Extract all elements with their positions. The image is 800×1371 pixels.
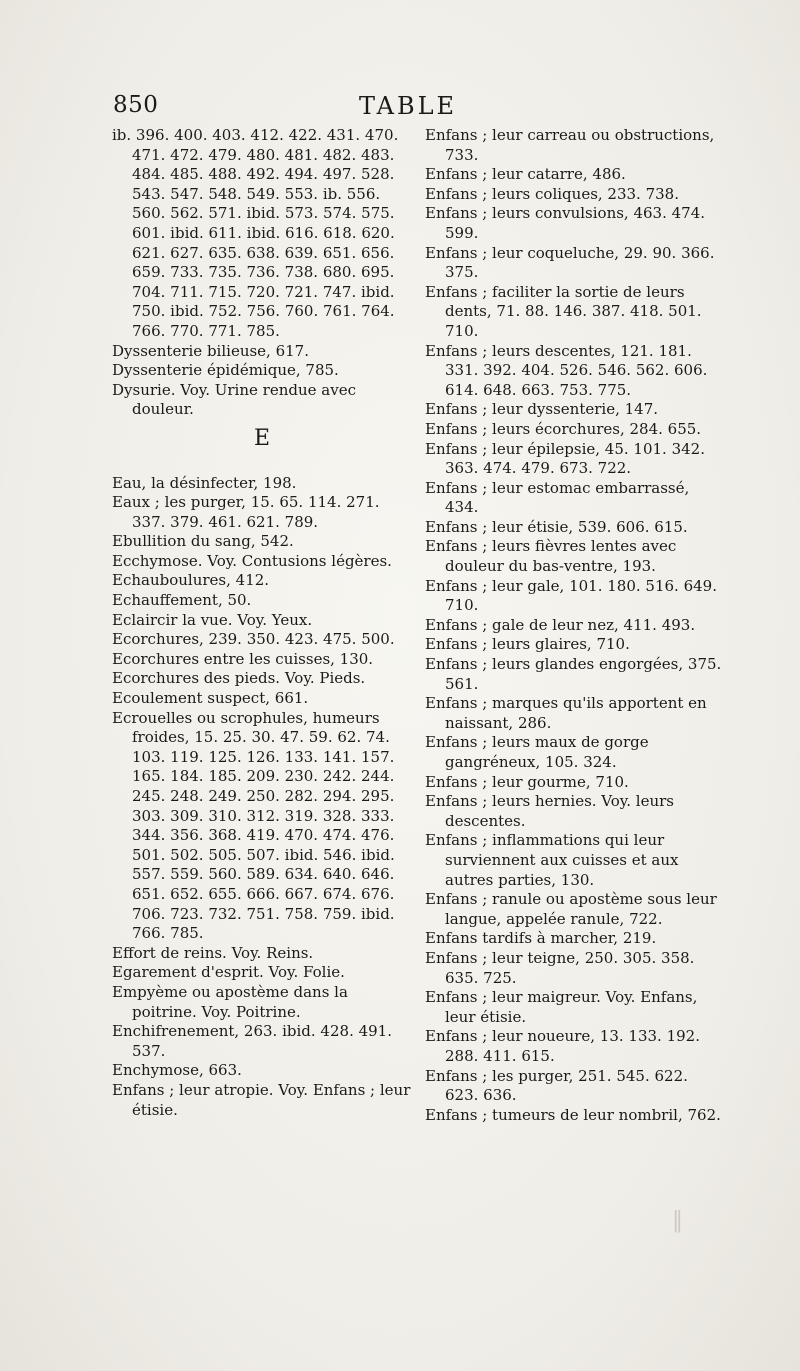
index-entry: Dyssenterie bilieuse, 617.: [112, 341, 309, 360]
index-entry: Enfans ; ranule ou apostème sous leur langue, appelée ranule, 722.: [425, 890, 717, 928]
index-entry: Eaux ; les purger, 15. 65. 114. 271. 337. 379. 461. 621. 789.: [112, 493, 380, 531]
section-letter: E: [253, 425, 271, 451]
entries-bottom: [112, 474, 412, 1121]
index-entry: Enfans ; leur dyssenterie, 147.: [425, 400, 659, 419]
index-entry: Enfans ; leurs écorchures, 284. 655.: [425, 419, 702, 438]
index-entry: Echauboulures, 412.: [112, 571, 270, 590]
index-entry: Enchifrenement, 263. ibid. 428. 491. 537.: [112, 1022, 392, 1060]
index-entry: Enfans ; faciliter la sortie de leurs dents, 71. 88. 146. 387. 418. 501. 710.: [425, 282, 702, 340]
page-number: 850: [113, 92, 159, 118]
index-entry: Enfans ; gale de leur nez, 411. 493.: [425, 615, 696, 634]
index-entry: Ecorchures, 239. 350. 423. 475. 500.: [112, 630, 395, 649]
index-entry: ib. 396. 400. 403. 412. 422. 431. 470. 471. 472. 479. 480. 481. 482. 483. 484. 485. 488. 492. 494. 497. 528. 543. 547. 548. 549. 553. ib. 556. 560. 562. 571. ibid. 573. 574. 575. 601. ibid. 611. ibid. 616. 618. 620. 621. 627. 635. 638. 639. 651. 656. 659. 733. 735. 736. 738. 680. 695. 704. 711. 715. 720. 721. 747. ibid. 750. ibid. 752. 756. 760. 761. 764. 766. 770. 771. 785.: [112, 126, 399, 340]
index-entry: Ebullition du sang, 542.: [112, 532, 294, 551]
right-column: [425, 126, 725, 1125]
index-entry: Ecorchures entre les cuisses, 130.: [112, 649, 374, 668]
index-entry: Enfans ; leur catarre, 486.: [425, 165, 626, 184]
entries-top: [112, 126, 412, 420]
index-entry: Enfans ; leur atropie. Voy. Enfans ; leur étisie.: [112, 1080, 411, 1119]
bleed-through-mark: ‖: [672, 1208, 683, 1233]
index-entry: Egarement d'esprit. Voy. Folie.: [112, 963, 345, 982]
index-entry: Ecchymose. Voy. Contusions légères.: [112, 551, 392, 570]
index-entry: Dyssenterie épidémique, 785.: [112, 361, 339, 380]
index-entry: Enfans ; leurs descentes, 121. 181. 331. 392. 404. 526. 546. 562. 606. 614. 648. 663. 753. 775.: [425, 341, 708, 399]
index-entry: Enfans ; leur estomac embarrassé, 434.: [425, 478, 690, 517]
index-entry: Enfans ; leurs hernies. Voy. leurs descentes.: [425, 792, 675, 830]
running-title: TABLE: [358, 92, 458, 120]
index-entry: Enfans ; leurs glandes engorgées, 375. 561.: [425, 655, 722, 693]
index-entry: Effort de reins. Voy. Reins.: [112, 943, 314, 962]
page-header: [113, 92, 703, 122]
index-entry: Enfans ; leurs maux de gorge gangréneux, 105. 324.: [425, 733, 649, 771]
index-entry: Enfans ; marques qu'ils apportent en naissant, 286.: [425, 694, 707, 732]
index-entry: Enfans ; leur épilepsie, 45. 101. 342. 363. 474. 479. 673. 722.: [425, 439, 705, 478]
index-entry: Enfans ; leur maigreur. Voy. Enfans, leur étisie.: [425, 988, 698, 1026]
index-entry: Enfans ; tumeurs de leur nombril, 762.: [425, 1105, 721, 1124]
index-entry: Ecoulement suspect, 661.: [112, 689, 309, 708]
index-entry: Enfans ; leur étisie, 539. 606. 615.: [425, 517, 688, 536]
index-entry: Enfans ; leurs fièvres lentes avec douleur du bas-ventre, 193.: [425, 537, 677, 576]
index-entry: Enfans ; leurs coliques, 233. 738.: [425, 184, 679, 203]
index-entry: Ecorchures des pieds. Voy. Pieds.: [112, 669, 366, 688]
index-entry: Enfans ; leur coqueluche, 29. 90. 366. 375.: [425, 243, 715, 282]
index-entry: Eau, la désinfecter, 198.: [112, 473, 297, 492]
section-gap: [112, 458, 412, 474]
index-entry: Enfans ; leur teigne, 250. 305. 358. 635. 725.: [425, 948, 695, 987]
index-entry: Enfans tardifs à marcher, 219.: [425, 929, 657, 948]
left-column: [112, 126, 412, 1120]
index-entry: Enfans ; leurs glaires, 710.: [425, 635, 630, 654]
index-entry: Eclaircir la vue. Voy. Yeux.: [112, 610, 313, 629]
index-entry: Enfans ; leur carreau ou obstructions, 733.: [425, 126, 715, 164]
index-entry: Enfans ; les purger, 251. 545. 622. 623. 636.: [425, 1066, 688, 1105]
index-entry: Ecrouelles ou scrophules, humeurs froides, 15. 25. 30. 47. 59. 62. 74. 103. 119. 125. 126. 133. 141. 157. 165. 184. 185. 209. 230. 242. 244. 245. 248. 249. 250. 282. 294. 295. 303. 309. 310. 312. 319. 328. 333. 344. 356. 368. 419. 470. 474. 476. 501. 502. 505. 507. ibid. 546. ibid. 557. 559. 560. 589. 634. 640. 646. 651. 652. 655. 666. 667. 674. 676. 706. 723. 732. 751. 758. 759. ibid. 766. 785.: [112, 708, 395, 943]
index-entry: Enfans ; leur gale, 101. 180. 516. 649. 710.: [425, 576, 717, 615]
index-entry: Echauffement, 50.: [112, 591, 252, 610]
index-entry: Enfans ; leurs convulsions, 463. 474. 599.: [425, 204, 706, 242]
index-entry: Enfans ; inflammations qui leur surviennent aux cuisses et aux autres parties, 130.: [425, 831, 679, 889]
index-entry: Enchymose, 663.: [112, 1061, 242, 1080]
index-entry: Enfans ; leur gourme, 710.: [425, 772, 629, 791]
index-entry: Empyème ou apostème dans la poitrine. Voy. Poitrine.: [112, 982, 348, 1021]
index-entry: Enfans ; leur noueure, 13. 133. 192. 288. 411. 615.: [425, 1027, 700, 1065]
index-entry: Dysurie. Voy. Urine rendue avec douleur.: [112, 380, 356, 419]
